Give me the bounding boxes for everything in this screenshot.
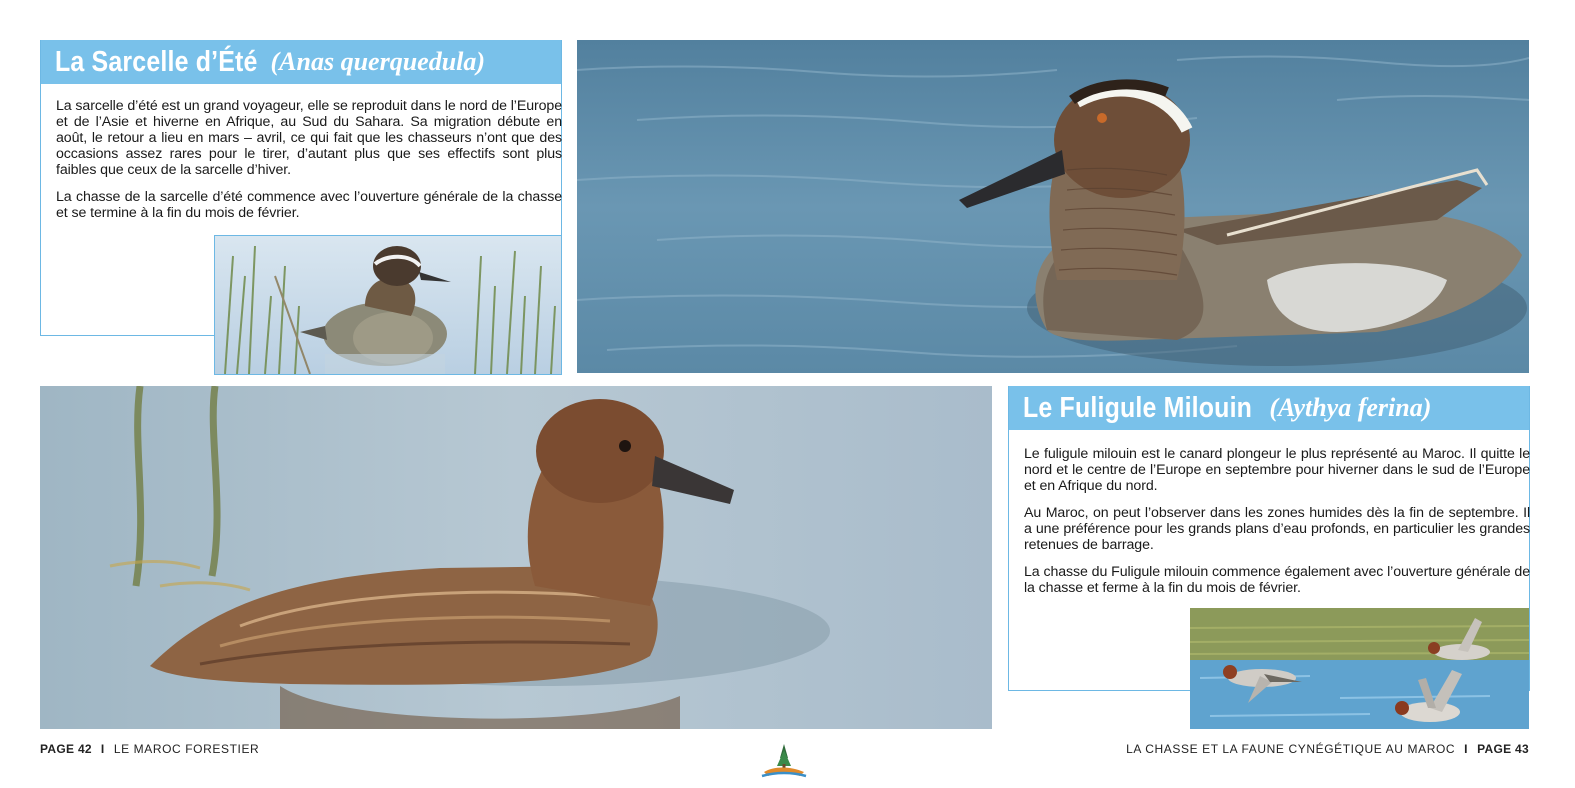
fuligule-title: Le Fuligule Milouin	[1023, 391, 1253, 424]
footer-left	[40, 742, 259, 756]
publication-name: LE MAROC FORESTIER	[113, 742, 260, 756]
page-number-right: PAGE 43	[1477, 742, 1529, 756]
fuligule-paragraph-1: Le fuligule milouin est le canard plongeur le plus représenté au Maroc. Il quitte le nord et le centre de l’Europe en septembre pour hiverner dans le sud de l’Europe et en Afrique du nord.	[1024, 446, 1530, 494]
sarcelle-scientific-name: (Anas querquedula)	[270, 47, 486, 76]
sarcelle-body	[56, 98, 562, 232]
pochard-large-photo	[40, 386, 992, 729]
footer-separator-left: I	[100, 742, 105, 756]
garganey-large-photo	[577, 40, 1529, 373]
sarcelle-title-bar	[41, 40, 561, 84]
pochards-flight-photo	[1190, 608, 1529, 729]
garganey-small-photo	[215, 236, 561, 374]
fuligule-paragraph-3: La chasse du Fuligule milouin commence également avec l’ouverture générale de la chasse et ferme à la fin du mois de février.	[1024, 564, 1530, 596]
footer-separator-right: I	[1464, 742, 1469, 756]
fuligule-body	[1024, 446, 1530, 607]
page-number-left: PAGE 42	[40, 742, 92, 756]
fuligule-paragraph-2: Au Maroc, on peut l’observer dans les zones humides dès la fin de septembre. Il a une préférence pour les grands plans d’eau profonds, en particulier les grandes retenues de barrage.	[1024, 505, 1530, 553]
sarcelle-title: La Sarcelle d’Été	[55, 45, 258, 78]
section-title-footer: LA CHASSE ET LA FAUNE CYNÉGÉTIQUE AU MAROC	[1126, 742, 1456, 756]
fuligule-scientific-name: (Aythya ferina)	[1269, 393, 1432, 422]
forest-logo-icon	[760, 742, 808, 780]
sarcelle-paragraph-2: La chasse de la sarcelle d’été commence avec l’ouverture générale de la chasse et se termine à la fin du mois de février.	[56, 189, 562, 221]
fuligule-title-bar	[1009, 386, 1529, 430]
sarcelle-paragraph-1: La sarcelle d’été est un grand voyageur, elle se reproduit dans le nord de l’Europe et de l’Asie et hiverne en Afrique, au Sud du Sahara. Sa migration débute en août, le retour a lieu en mars – avril, ce qui fait que les chasseurs n’ont que des occasions assez rares pour le tirer, d’autant plus que ses effectifs sont plus faibles que ceux de la sarcelle d’hiver.	[56, 98, 562, 178]
footer-right	[1126, 742, 1529, 756]
